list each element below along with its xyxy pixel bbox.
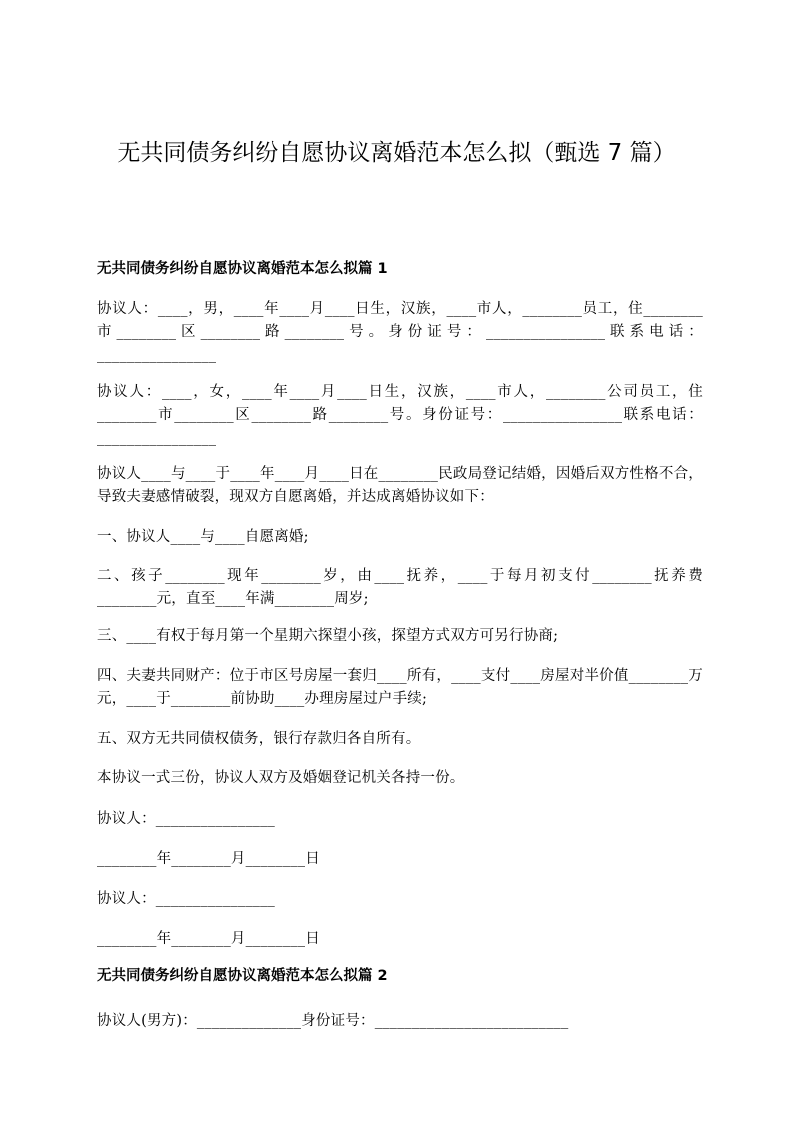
clause-5: 五、双方无共同债权债务，银行存款归各自所有。 <box>97 731 421 747</box>
signature-line-2: 协议人：________________ <box>97 891 275 907</box>
party-male-paragraph: 协议人：____，男，____年____月____日生，汉族，____市人，________员工，住________市________区________路________号。身份证号：________________联系电话：________________ <box>97 301 703 363</box>
section-2-heading: 无共同债务纠纷自愿协议离婚范本怎么拟篇 2 <box>97 968 388 984</box>
section-2-party-line: 协议人(男方)：______________身份证号：__________________________ <box>97 1013 569 1029</box>
date-line-2: ________年________月________日 <box>97 931 320 947</box>
clause-2: 二、孩子________现年________岁，由____抚养，____于每月初支付________抚养费________元，直至____年满________周岁; <box>97 568 703 607</box>
document-title: 无共同债务纠纷自愿协议离婚范本怎么拟（甄选 7 篇） <box>117 140 676 166</box>
clause-3: 三、____有权于每月第一个星期六探望小孩，探望方式双方可另行协商; <box>97 628 559 644</box>
clause-4: 四、夫妻共同财产：位于市区号房屋一套归____所有，____支付____房屋对半价值________万元，____于________前协助____办理房屋过户手续; <box>97 668 703 707</box>
clause-1: 一、协议人____与____自愿离婚; <box>97 529 309 545</box>
signature-line-1: 协议人：________________ <box>97 811 275 827</box>
date-line-1: ________年________月________日 <box>97 851 320 867</box>
background-paragraph: 协议人____与____于____年____月____日在________民政局登记结婚，因婚后双方性格不合，导致夫妻感情破裂，现双方自愿离婚，并达成离婚协议如下： <box>97 466 703 505</box>
copies-statement: 本协议一式三份，协议人双方及婚姻登记机关各持一份。 <box>97 770 465 786</box>
section-1-heading: 无共同债务纠纷自愿协议离婚范本怎么拟篇 1 <box>97 261 388 277</box>
party-female-paragraph: 协议人：____，女，____年____月____日生，汉族，____市人，________公司员工，住________市________区________路________号。身份证号：________________联系电话：________________ <box>97 384 703 446</box>
